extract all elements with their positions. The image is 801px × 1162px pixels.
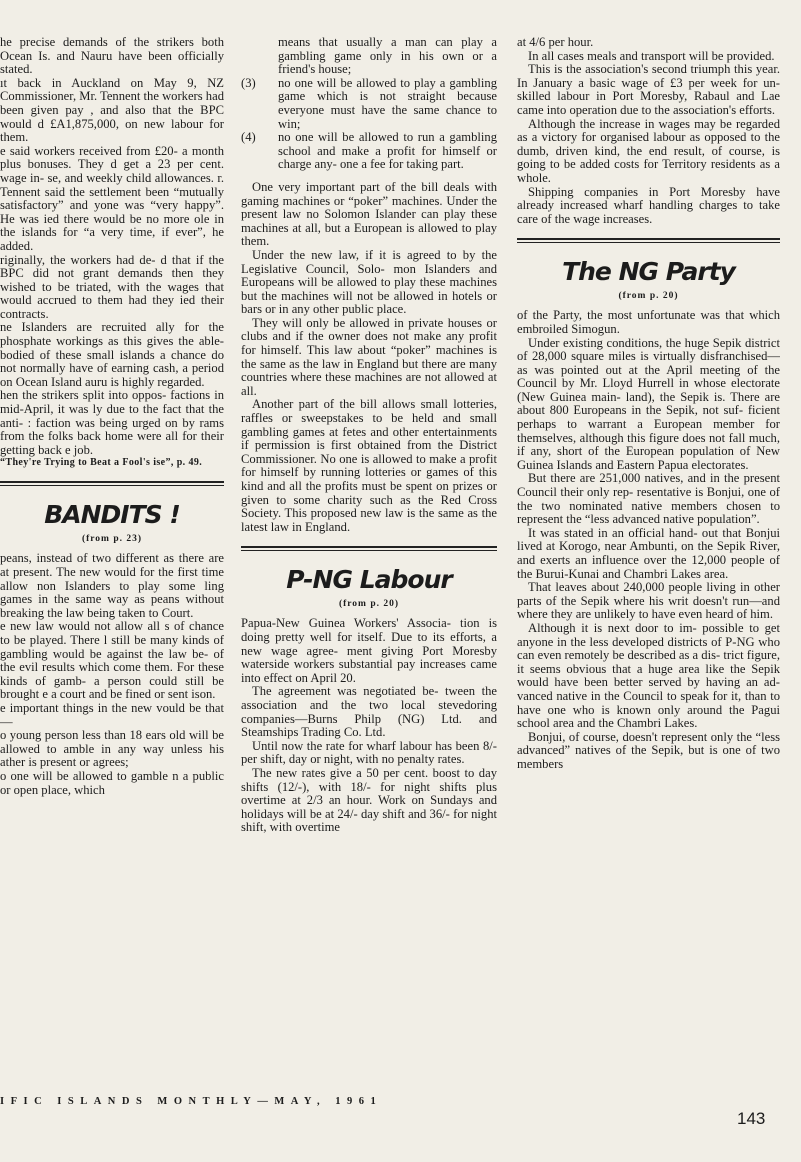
section-divider <box>0 481 224 486</box>
page-footer: IFIC ISLANDS MONTHLY—MAY, 1961 <box>0 1096 383 1107</box>
paragraph: It was stated in an official hand- out that Bonjui lived at Korogo, near Ambunti, on the Sepik River, and exerts an influence over the 12,000 people of the Burui-Kunai and Chambri Lakes area. <box>517 525 780 581</box>
paragraph: o one will be allowed to gamble n a public or open place, which <box>0 768 224 797</box>
paragraph: of the Party, the most unfortunate was that which embroiled Simogun. <box>517 308 780 336</box>
paragraph: In all cases meals and transport will be provided. <box>528 48 775 63</box>
page-number: 143 <box>737 1109 766 1128</box>
list-item-text: no one will be allowed to play a gambling game which is not straight because everyone must have the same chance to win; <box>278 75 497 131</box>
paragraph: But there are 251,000 natives, and in the present Council their only rep- resentative is Bonjui, one of the two nominated native members chosen to represent the “less advanced native population”. <box>517 471 780 527</box>
section-heading-ng-party: The NG Party <box>562 257 735 287</box>
list-item-text: no one will be allowed to run a gambling school and make a profit for himself or charge any- one a fee for taking part. <box>278 130 497 172</box>
paragraph: That leaves about 240,000 people living in other parts of the Sepik where his writ doesn't run—and where they are unlikely to have even heard of him. <box>517 580 780 622</box>
list-item-text: means that usually a man can play a gambling game only in his own or a friend's house; <box>278 36 497 77</box>
paragraph: Although it is next door to im- possible to get anyone in the less developed districts of P-NG who can even remotely be described as a dis- trict figure, it seems obvious that a huge area like the Sepik would have been better served by having an ad- vanced native in the Council to speak for it, than to have one who is known only around the Pagui school area and the Chambri Lakes. <box>517 620 780 731</box>
section-divider <box>241 546 497 551</box>
paragraph: Until now the rate for wharf labour has been 8/- per shift, day or night, with no penalty rates. <box>241 738 497 767</box>
paragraph: Another part of the bill allows small lotteries, raffles or sweepstakes to be held and small gambling games at fetes and other entertainments if permission is first obtained from the District Commissioner. No one is allowed to make a profit for himself by running lotteries or games of this kind and all the profits must be spent on prizes or given to some charity such as the Red Cross Society. This proposed new law is the same as the latest law in England. <box>241 397 497 534</box>
paragraph: They will only be allowed in private houses or clubs and if the owner does not make any profit for himself. This law about “poker” machines is the same as the law in England but there are many countries where these machines are not allowed at all. <box>241 315 497 398</box>
section-from-note: (from p. 20) <box>618 291 679 302</box>
paragraph: The agreement was negotiated be- tween the association and the two local stevedoring companies—Burns Philp (NG) Ltd. and Steamships Trading Co. Ltd. <box>241 684 497 740</box>
paragraph: peans, instead of two different as there are at present. The new would for the first time allow non Islanders to play some ling games in the same way as peans without breaking the law being taken to Court. <box>0 551 224 620</box>
paragraph: One very important part of the bill deals with gaming machines or “poker” machines. Under the present law no Solomon Islander can play these machines at all, but a European is allowed to play them. <box>241 179 497 249</box>
column-left <box>0 36 224 797</box>
paragraph: ıt back in Auckland on May 9, NZ Commissioner, Mr. Tennent the workers had been given pay , and also that the BPC would d £A1,875,000, on new labour for them. <box>0 75 224 145</box>
paragraph: Under existing conditions, the huge Sepik district of 28,000 square miles is virtually disfranchised—as was pointed out at the April meeting of the Council by Mr. Lloyd Hurrell in whose electorate (New Guinea main- land), the Sepik is. There are about 800 Europeans in the Sepik, not suf- ficient perhaps to warrant a European member for themselves, although this figure does not fall much, if any, short of the European population of New Guinea Islands and Eastern Papua electorates. <box>517 335 780 472</box>
section-from-note: (from p. 23) <box>81 534 143 545</box>
paragraph: e new law would not allow all s of chance to be played. There l still be many kinds of gambling would be against the law be- of the evil results which come them. For these kinds of gamb- a person could still be brought e a court and be fined or sent ison. <box>0 619 224 702</box>
paragraph: hen the strikers split into oppos- factions in mid-April, it was ly due to the fact that the anti- : faction was being urged on by rams from the folks back home were all for their getting back e job. <box>0 388 224 457</box>
paragraph: Shipping companies in Port Moresby have already increased wharf handling charges to take care of the wage increases. <box>517 184 780 226</box>
paragraph: Although the increase in wages may be regarded as a victory for organised labour as opposed to the dumb, driven kind, the end result, of course, is going to be added costs for Territory residents as a whole. <box>517 116 780 185</box>
paragraph: ne Islanders are recruited ally for the phosphate workings as this gives the able-bodied of these small islands a chance do not normally have of earning cash, a period on Ocean Island auru is highly regarded. <box>0 320 224 389</box>
paragraph: Papua-New Guinea Workers' Associa- tion is doing pretty well for itself. Due to its efforts, a new wage agree- ment giving Port Moresby waterside workers substantial pay increases came into effect on April 20. <box>241 616 497 685</box>
paragraph: e said workers received from £20- a month plus bonuses. They d get a 23 per cent. wage in- se, and weekly child allowances. r. Tennent said the settlement been “mutually satisfactory” and yone was “very happy”. He was ied there would be no more ole in the islands for “a very time, if ever”, he added. <box>0 143 224 253</box>
column-middle <box>241 36 497 835</box>
paragraph: The new rates give a 50 per cent. boost to day shifts (12/-), with 18/- for night shifts plus overtime at 2/3 an hour. Work on Sundays and holidays will be at 24/- day shift and 36/- for night shift, with overtime <box>241 765 497 835</box>
continuation-note: “They're Trying to Beat a Fool's ise”, p. 49. <box>0 457 203 469</box>
list-number: (4) <box>241 130 256 145</box>
column-right <box>517 36 780 772</box>
list-item <box>241 77 497 131</box>
paragraph: o young person less than 18 ears old will be allowed to amble in any way unless his ather is present or agrees; <box>0 728 224 770</box>
paragraph: he precise demands of the strikers both Ocean Is. and Nauru have been officially stated. <box>0 36 224 77</box>
paragraph: Under the new law, if it is agreed to by the Legislative Council, Solo- mon Islanders and Europeans will be allowed to play these machines but the machines will not be allowed in hotels or bars or in any other public place. <box>241 247 497 317</box>
list-item <box>241 36 497 77</box>
section-heading-png-labour: P-NG Labour <box>286 565 452 595</box>
list-number: (3) <box>241 75 256 90</box>
paragraph: at 4/6 per hour. <box>517 36 594 49</box>
paragraph: Bonjui, of course, doesn't represent only the “less advanced” natives of the Sepik, but is one of two members <box>517 729 780 771</box>
section-heading-bandits: BANDITS ! <box>44 500 180 530</box>
list-item <box>241 131 497 172</box>
paragraph: e important things in the new vould be that— <box>0 700 224 729</box>
paragraph: riginally, the workers had de- d that if the BPC did not grant demands then they wished to be triated, with the wages that would accrued to them had they ied their contracts. <box>0 252 224 321</box>
section-divider <box>517 238 780 243</box>
section-from-note: (from p. 20) <box>338 599 400 610</box>
paragraph: This is the association's second triumph this year. In January a basic wage of £3 per week for un- skilled labour in Port Moresby, Rabaul and Lae came into operation due to the association's efforts. <box>517 62 780 117</box>
